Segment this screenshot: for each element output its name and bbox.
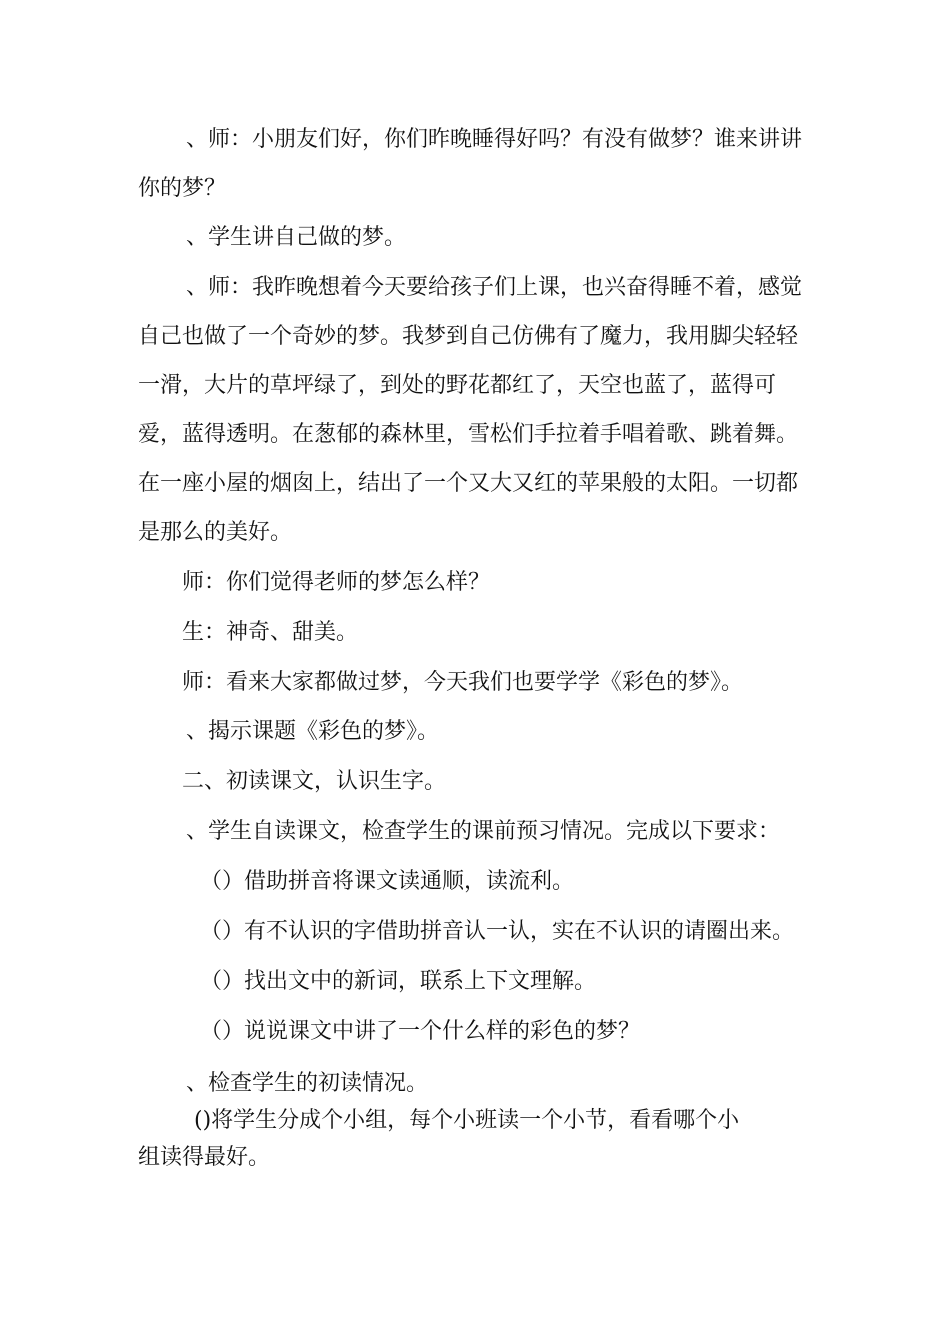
paragraph-check-reading: 、检查学生的初读情况。 bbox=[186, 1071, 429, 1096]
paragraph-student-answer: 生：神奇、甜美。 bbox=[182, 620, 359, 645]
section-heading-first-reading: 二、初读课文，认识生字。 bbox=[182, 769, 447, 794]
list-item-requirement-1: （）借助拼音将课文读通顺，读流利。 bbox=[200, 869, 575, 894]
paragraph-teacher-dream: 、师：我昨晚想着今天要给孩子们上课，也兴奋得睡不着，感觉自己也做了一个奇妙的梦。我梦到自己仿佛有了魔力，我用脚尖轻轻一滑，大片的草坪绿了，到处的野花都红了，天空也蓝了，蓝得可爱，蓝得透明。在葱郁的森林里，雪松们手拉着手唱着歌、跳着舞。在一座小屋的烟囱上，结出了一个又大又红的苹果般的太阳。一切都是那么的美好。 bbox=[138, 275, 803, 545]
paragraph-reveal-title: 、揭示课题《彩色的梦》。 bbox=[186, 719, 440, 744]
list-item-requirement-4: （）说说课文中讲了一个什么样的彩色的梦？ bbox=[200, 1019, 641, 1044]
paragraph-teacher-greeting: 、师：小朋友们好，你们昨晚睡得好吗？有没有做梦？谁来讲讲你的梦？ bbox=[138, 127, 803, 201]
list-item-requirement-3: （）找出文中的新词，联系上下文理解。 bbox=[200, 969, 597, 994]
list-item-requirement-2: （）有不认识的字借助拼音认一认，实在不认识的请圈出来。 bbox=[200, 919, 795, 944]
paragraph-group-reading-continued: 组读得最好。 bbox=[138, 1145, 271, 1170]
paragraph-group-reading: ()将学生分成个小组，每个小班读一个小节，看看哪个小 bbox=[194, 1108, 740, 1133]
paragraph-students-tell-dreams: 、学生讲自己做的梦。 bbox=[186, 225, 407, 250]
paragraph-self-reading: 、学生自读课文，检查学生的课前预习情况。完成以下要求： bbox=[186, 819, 781, 844]
paragraph-teacher-intro: 师：看来大家都做过梦，今天我们也要学学《彩色的梦》。 bbox=[182, 670, 744, 695]
paragraph-teacher-question: 师：你们觉得老师的梦怎么样？ bbox=[182, 570, 491, 595]
